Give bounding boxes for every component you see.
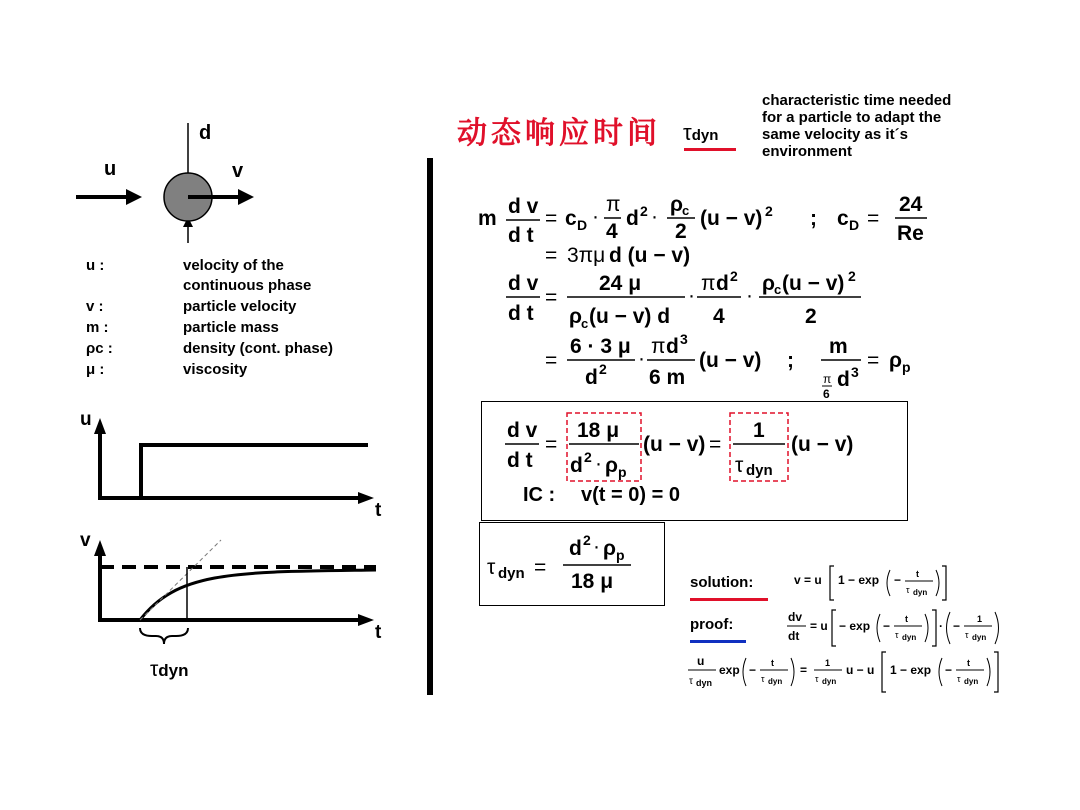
svg-text:2: 2	[583, 532, 591, 548]
tau-dyn-plot-label	[150, 658, 189, 682]
svg-text:=: =	[709, 433, 722, 456]
tau-dyn-label	[683, 120, 718, 146]
svg-text:2: 2	[599, 361, 607, 377]
svg-text:(u − v) d: (u − v) d	[589, 305, 671, 328]
svg-text:t: t	[771, 658, 774, 668]
solution-underline-red	[690, 598, 768, 601]
svg-text:m: m	[478, 207, 497, 230]
svg-text:=: =	[545, 349, 558, 372]
svg-text:·: ·	[593, 535, 600, 558]
svg-text:6 · 3 μ: 6 · 3 μ	[570, 335, 631, 358]
tau-underline-red	[684, 148, 736, 151]
svg-text:−: −	[945, 663, 953, 677]
svg-text:1: 1	[753, 419, 765, 442]
svg-text:ρ: ρ	[605, 454, 618, 477]
svg-text:4: 4	[606, 220, 618, 243]
svg-text:τ: τ	[735, 454, 744, 477]
svg-text:24: 24	[899, 193, 923, 216]
legend-symbol: v :	[86, 298, 104, 315]
svg-text:dt: dt	[788, 629, 800, 643]
svg-text:τ: τ	[761, 674, 765, 684]
vertical-divider	[427, 158, 433, 695]
svg-text:τ: τ	[906, 585, 910, 595]
svg-text:;: ;	[810, 207, 817, 230]
svg-text:ρ: ρ	[670, 193, 683, 216]
svg-text:c: c	[565, 207, 577, 230]
svg-text:d: d	[666, 335, 679, 358]
svg-text:D: D	[849, 217, 860, 233]
svg-text:d: d	[585, 366, 598, 389]
legend-symbol: m :	[86, 319, 109, 336]
svg-text:=: =	[867, 207, 880, 230]
svg-text:exp: exp	[719, 663, 740, 677]
svg-text:d t: d t	[508, 224, 534, 247]
svg-text:=: =	[534, 556, 547, 579]
legend-desc: viscosity	[183, 361, 248, 378]
particle-label-d: d	[199, 122, 212, 144]
svg-text:4: 4	[713, 305, 725, 328]
svg-text:1 − exp: 1 − exp	[838, 573, 880, 587]
ic-expression: v(t = 0) = 0	[581, 484, 680, 506]
description-line: for a particle to adapt the	[762, 109, 942, 126]
svg-text:3πμ: 3πμ	[567, 244, 606, 267]
svg-text:π: π	[823, 372, 832, 386]
t-axis-label: t	[375, 500, 382, 521]
svg-text:p: p	[618, 464, 627, 480]
svg-text:p: p	[616, 547, 625, 563]
svg-text:v = u: v = u	[794, 573, 822, 587]
svg-text:τ: τ	[689, 676, 693, 687]
particle-label-u: u	[104, 158, 117, 180]
svg-text:ρ: ρ	[762, 272, 775, 295]
tau-symbol: τ	[683, 120, 692, 145]
legend-row	[86, 257, 284, 275]
svg-text:·: ·	[595, 452, 602, 475]
svg-text:18 μ: 18 μ	[571, 570, 614, 593]
svg-text:6: 6	[823, 387, 830, 401]
solution-label: solution:	[690, 574, 754, 591]
proof-label: proof:	[690, 616, 734, 633]
legend-desc: velocity of the	[183, 257, 284, 274]
svg-text:=: =	[545, 286, 558, 309]
u-axis-label: u	[80, 409, 92, 430]
svg-text:2: 2	[765, 203, 773, 219]
svg-text:ρ: ρ	[889, 349, 902, 372]
svg-text:= u: = u	[810, 619, 828, 633]
svg-text:τ: τ	[815, 674, 819, 684]
svg-text:·: ·	[592, 205, 599, 228]
svg-text:dv: dv	[788, 610, 803, 624]
svg-text:d: d	[570, 454, 583, 477]
svg-text:6 m: 6 m	[649, 366, 686, 389]
svg-text:τ: τ	[965, 630, 969, 640]
svg-text:2: 2	[675, 220, 687, 243]
tau-subscript: dyn	[691, 127, 719, 144]
svg-text:d t: d t	[507, 449, 533, 472]
legend-row	[86, 319, 279, 337]
svg-text:2: 2	[584, 449, 592, 465]
svg-text:d t: d t	[508, 302, 534, 325]
svg-text:c: c	[581, 316, 589, 331]
svg-text:π: π	[701, 272, 716, 295]
description-line: same velocity as it´s	[762, 126, 908, 143]
svg-text:(u − v): (u − v)	[791, 433, 854, 456]
svg-text:τ: τ	[487, 556, 496, 579]
svg-text:t: t	[905, 614, 908, 624]
svg-text:24 μ: 24 μ	[599, 272, 642, 295]
svg-text:d v: d v	[508, 272, 539, 295]
svg-text:dyn: dyn	[498, 565, 525, 582]
legend-row	[86, 340, 334, 358]
svg-text:(u − v): (u − v)	[643, 433, 706, 456]
svg-text:=: =	[545, 433, 558, 456]
svg-text:dyn: dyn	[964, 677, 979, 686]
svg-text:D: D	[577, 217, 588, 233]
svg-text:dyn: dyn	[913, 588, 928, 597]
svg-text:·: ·	[688, 284, 695, 307]
tau-symbol: τ	[150, 658, 159, 681]
svg-text:dyn: dyn	[902, 633, 917, 642]
svg-text:d (u − v): d (u − v)	[609, 244, 691, 267]
svg-text:dyn: dyn	[822, 677, 837, 686]
solution-equation	[792, 560, 962, 604]
tau-definition	[479, 522, 665, 606]
svg-text:τ: τ	[895, 630, 899, 640]
svg-text:=: =	[545, 244, 558, 267]
svg-text:d: d	[569, 537, 582, 560]
svg-text:− exp: − exp	[839, 619, 871, 633]
svg-text:2: 2	[730, 268, 738, 284]
proof-underline-blue	[690, 640, 746, 643]
svg-text:·: ·	[746, 284, 753, 307]
svg-text:dyn: dyn	[746, 462, 773, 479]
t-axis-label-2: t	[375, 622, 382, 643]
v-response-plot	[78, 530, 398, 660]
svg-text:=: =	[545, 207, 558, 230]
equation-block-main	[475, 180, 945, 405]
svg-text:1: 1	[977, 614, 983, 624]
svg-text:d v: d v	[508, 195, 539, 218]
legend-desc: density (cont. phase)	[183, 340, 334, 357]
ic-label: IC :	[523, 484, 556, 506]
svg-text:τ: τ	[957, 674, 961, 684]
legend-row	[86, 361, 248, 379]
legend-symbol: u :	[86, 257, 105, 274]
svg-text:d v: d v	[507, 419, 538, 442]
svg-text:t: t	[967, 658, 970, 668]
svg-text:t: t	[916, 569, 919, 579]
svg-text:u − u: u − u	[846, 663, 875, 677]
svg-text:−: −	[749, 663, 757, 677]
legend-row	[86, 298, 297, 316]
svg-text:(u − v): (u − v)	[699, 349, 762, 372]
svg-text:m: m	[829, 335, 848, 358]
legend-desc: particle velocity	[183, 298, 297, 315]
tau-subscript: dyn	[158, 661, 189, 680]
svg-text:3: 3	[851, 364, 859, 380]
svg-text:d: d	[837, 368, 850, 391]
svg-text:d: d	[626, 207, 639, 230]
svg-text:(u − v): (u − v)	[782, 272, 845, 295]
slide-title: 动态响应时间	[457, 116, 661, 151]
proof-equation	[786, 604, 1011, 650]
svg-text:2: 2	[848, 268, 856, 284]
svg-text:π: π	[651, 335, 666, 358]
svg-text:2: 2	[640, 203, 648, 219]
description-line: environment	[762, 143, 853, 160]
svg-text:;: ;	[787, 349, 794, 372]
particle-label-v: v	[232, 160, 244, 182]
svg-text:=: =	[800, 663, 808, 677]
legend-symbol: μ :	[86, 361, 105, 378]
boxed-equation	[481, 401, 908, 521]
svg-text:1: 1	[825, 658, 831, 668]
svg-text:·: ·	[651, 205, 658, 228]
svg-text:c: c	[774, 282, 782, 297]
svg-text:3: 3	[680, 331, 688, 347]
svg-text:u: u	[697, 654, 705, 668]
legend-desc: continuous phase	[183, 277, 312, 294]
svg-text:−: −	[953, 619, 961, 633]
svg-text:ρ: ρ	[569, 305, 582, 328]
svg-text:(u − v): (u − v)	[700, 207, 763, 230]
svg-text:1 − exp: 1 − exp	[890, 663, 932, 677]
svg-text:π: π	[606, 193, 621, 216]
svg-text:dyn: dyn	[696, 678, 713, 688]
svg-text:c: c	[837, 207, 849, 230]
svg-text:·: ·	[638, 347, 645, 370]
v-axis-label: v	[80, 530, 91, 551]
proof-equation-2	[686, 648, 1021, 694]
legend-symbol: ρc :	[86, 340, 113, 357]
svg-text:=: =	[867, 349, 880, 372]
svg-text:dyn: dyn	[972, 633, 987, 642]
svg-text:dyn: dyn	[768, 677, 783, 686]
svg-text:p: p	[902, 359, 911, 375]
svg-text:d: d	[716, 272, 729, 295]
svg-text:Re: Re	[897, 222, 924, 245]
svg-text:·: ·	[939, 619, 943, 633]
tau-description	[762, 92, 951, 160]
svg-text:c: c	[682, 203, 690, 218]
description-line: characteristic time needed	[762, 92, 952, 109]
svg-text:18 μ: 18 μ	[577, 419, 620, 442]
svg-text:−: −	[883, 619, 891, 633]
u-step-plot	[78, 410, 398, 520]
svg-text:2: 2	[805, 305, 817, 328]
svg-text:ρ: ρ	[603, 537, 616, 560]
svg-text:−: −	[894, 573, 902, 587]
legend-desc: particle mass	[183, 319, 279, 336]
